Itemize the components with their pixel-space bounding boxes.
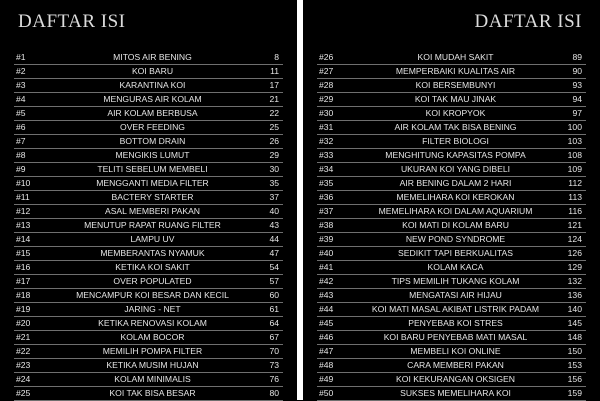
toc-entry [317,275,586,289]
toc-entry-title: KARANTINA KOI [119,80,186,90]
toc-entry [317,51,586,65]
toc-entry-title: KOI BARU PENYEBAB MATI MASAL [383,332,528,342]
toc-entry [317,303,586,317]
page-title: DAFTAR ISI [474,11,582,32]
toc-entry-number: #10 [16,178,31,188]
toc-entry-page: 112 [568,178,582,188]
toc-entry [14,261,283,275]
toc-entry-page: 60 [269,290,279,300]
toc-entry [14,135,283,149]
toc-entry-title: BACTERY STARTER [111,192,194,202]
toc-entry-number: #25 [16,388,31,398]
toc-entry-title: MENGHITUNG KAPASITAS POMPA [385,150,526,160]
toc-entry [14,359,283,373]
toc-entry-page: 64 [269,318,279,328]
toc-entry-page: 140 [567,304,582,314]
toc-entry-title: AIR KOLAM BERBUSA [107,108,198,118]
toc-entry-title: UKURAN KOI YANG DIBELI [400,164,511,174]
toc-entry [14,219,283,233]
toc-entry-page: 116 [568,206,582,216]
toc-entry-page: 108 [567,150,582,160]
toc-entry-title: AIR KOLAM TAK BISA BENING [394,122,517,132]
toc-entry-number: #6 [16,122,26,132]
toc-entry-number: #23 [16,360,31,370]
toc-entry-title: KOLAM KACA [427,262,484,272]
toc-entry [317,373,586,387]
toc-entry-title: MENGURAS AIR KOLAM [103,94,202,104]
toc-entry-page: 124 [567,234,582,244]
toc-entry-title: OVER FEEDING [120,122,185,132]
toc-entry-number: #43 [319,290,334,300]
toc-entry-title: KOLAM BOCOR [120,332,185,342]
toc-entry [14,373,283,387]
toc-entry-page: 90 [572,66,582,76]
toc-entry-title: KETIKA RENOVASI KOLAM [98,318,207,328]
toc-entry-number: #22 [16,346,31,356]
toc-entry-page: 148 [567,332,582,342]
toc-entry-title: KOI MUDAH SAKIT [417,52,494,62]
toc-entry-number: #32 [319,136,334,146]
toc-entry-number: #46 [319,332,334,342]
toc-entry [317,177,586,191]
toc-entry-page: 29 [269,150,279,160]
toc-entry-title: TIPS MEMILIH TUKANG KOLAM [391,276,520,286]
toc-entry-page: 70 [269,346,279,356]
toc-entry [317,65,586,79]
toc-entry [14,51,283,65]
toc-entry-title: KETIKA KOI SAKIT [115,262,190,272]
toc-entry-number: #12 [16,206,31,216]
toc-entry-number: #37 [319,206,334,216]
toc-entry-title: KOI KROPYOK [425,108,486,118]
toc-entry-title: MENUTUP RAPAT RUANG FILTER [84,220,221,230]
toc-entry [317,149,586,163]
toc-entry-number: #41 [319,262,334,272]
toc-entry [14,121,283,135]
toc-entry-number: #18 [16,290,31,300]
toc-entry-number: #28 [319,80,334,90]
toc-entry-page: 17 [269,80,279,90]
toc-entry-title: PENYEBAB KOI STRES [408,318,503,328]
toc-entry-page: 100 [567,122,582,132]
toc-entry [317,289,586,303]
toc-entry [14,65,283,79]
toc-entry-title: JARING - NET [124,304,181,314]
toc-entry-title: SEDIKIT TAPI BERKUALITAS [398,248,513,258]
toc-entry-page: 103 [567,136,582,146]
toc-entry-page: 8 [274,52,279,62]
toc-entry-page: 73 [269,360,279,370]
toc-entry-title: TELITI SEBELUM MEMBELI [97,164,208,174]
toc-entry-number: #17 [16,276,31,286]
toc-entry-page: 40 [269,206,279,216]
toc-entry-page: 35 [269,178,279,188]
toc-entry-page: 153 [567,360,582,370]
toc-entry [14,107,283,121]
toc-entry [14,331,283,345]
toc-entry-number: #7 [16,136,26,146]
toc-entry [317,191,586,205]
toc-entry [14,275,283,289]
toc-entry-number: #34 [319,164,334,174]
toc-entry-number: #9 [16,164,26,174]
toc-entry-page: 136 [567,290,582,300]
toc-entry-number: #44 [319,304,334,314]
toc-entry [317,121,586,135]
toc-entry-page: 126 [567,248,582,258]
toc-entry-page: 97 [572,108,582,118]
toc-entry-title: KOLAM MINIMALIS [114,374,191,384]
toc-entry-title: KOI BERSEMBUNYI [415,80,496,90]
toc-entry-number: #40 [319,248,334,258]
toc-entry-title: CARA MEMBERI PAKAN [407,360,504,370]
toc-entry-page: 11 [270,66,279,76]
toc-entry-title: BOTTOM DRAIN [119,136,186,146]
toc-entry-page: 113 [568,192,582,202]
toc-entry [14,317,283,331]
toc-entry-number: #33 [319,150,334,160]
toc-entry-page: 37 [269,192,279,202]
toc-entry [317,79,586,93]
toc-entry-number: #48 [319,360,334,370]
toc-entry [317,387,586,401]
toc-entry-page: 132 [567,276,582,286]
toc-entry [317,233,586,247]
toc-entry-number: #1 [16,52,26,62]
toc-entry-number: #27 [319,66,334,76]
toc-entry-title: KOI MATI DI KOLAM BARU [402,220,509,230]
toc-entry-page: 57 [269,276,279,286]
toc-entry-number: #29 [319,94,334,104]
toc-entry [317,331,586,345]
toc-entry-number: #31 [319,122,334,132]
toc-entry-number: #49 [319,374,334,384]
toc-entry-title: MEMILIH POMPA FILTER [102,346,203,356]
toc-entry [14,191,283,205]
toc-entry-title: MEMPERBAIKI KUALITAS AIR [395,66,516,76]
toc-entry-title: MEMBERANTAS NYAMUK [100,248,205,258]
toc-entry-number: #36 [319,192,334,202]
toc-entry-title: KOI TAK BISA BESAR [109,388,196,398]
toc-entry-number: #13 [16,220,31,230]
toc-entry-number: #39 [319,234,334,244]
toc-entry-page: 47 [269,248,279,258]
toc-entry-page: 76 [269,374,279,384]
toc-entry-title: KOI KEKURANGAN OKSIGEN [396,374,515,384]
toc-entry-page: 61 [269,304,279,314]
toc-entry-page: 22 [269,108,279,118]
toc-entry-number: #50 [319,388,334,398]
toc-entry [14,79,283,93]
toc-entry-number: #19 [16,304,31,314]
toc-entry [14,177,283,191]
toc-entry-title: AIR BENING DALAM 2 HARI [399,178,512,188]
toc-entry [14,163,283,177]
left-page [0,0,297,400]
toc-entry-number: #11 [16,192,30,202]
toc-entry-page: 25 [269,122,279,132]
toc-entry [317,93,586,107]
toc-entry-page: 89 [572,52,582,62]
toc-entry-page: 67 [269,332,279,342]
toc-entry-title: MENGGANTI MEDIA FILTER [96,178,209,188]
toc-entry-title: LAMPU UV [130,234,175,244]
toc-entry-title: MEMBELI KOI ONLINE [410,346,501,356]
toc-entry [317,345,586,359]
toc-entry-number: #26 [319,52,334,62]
toc-entry-number: #45 [319,318,334,328]
toc-entry-page: 145 [567,318,582,328]
toc-entry [14,247,283,261]
toc-entry [317,359,586,373]
toc-entry-title: MENCAMPUR KOI BESAR DAN KECIL [76,290,229,300]
toc-entry-title: KOI TAK MAU JINAK [414,94,497,104]
toc-entry [14,303,283,317]
toc-entry-title: MEMELIHARA KOI DALAM AQUARIUM [378,206,533,216]
toc-entry-page: 159 [567,388,582,398]
toc-entry-page: 43 [269,220,279,230]
toc-entry [317,261,586,275]
toc-list [317,51,586,401]
toc-entry [14,149,283,163]
toc-entry-number: #3 [16,80,26,90]
toc-entry-page: 80 [269,388,279,398]
toc-entry-page: 26 [269,136,279,146]
toc-entry-page: 129 [567,262,582,272]
toc-entry [14,345,283,359]
toc-entry [14,93,283,107]
right-page [303,0,600,400]
toc-entry-title: KOI MATI MASAL AKIBAT LISTRIK PADAM [371,304,540,314]
toc-entry-title: MENGATASI AIR HIJAU [409,290,502,300]
toc-entry-number: #47 [319,346,334,356]
toc-entry [14,289,283,303]
toc-entry-number: #2 [16,66,26,76]
toc-entry [14,233,283,247]
toc-entry [317,219,586,233]
toc-entry-page: 156 [567,374,582,384]
toc-entry-page: 109 [567,164,582,174]
toc-entry [317,135,586,149]
toc-entry-number: #20 [16,318,31,328]
toc-entry-number: #24 [16,374,31,384]
toc-entry-number: #16 [16,262,31,272]
toc-entry [317,317,586,331]
toc-entry-page: 150 [567,346,582,356]
toc-entry-number: #42 [319,276,334,286]
toc-entry-title: OVER POPULATED [113,276,192,286]
toc-entry-number: #8 [16,150,26,160]
toc-entry-title: SUKSES MEMELIHARA KOI [400,388,511,398]
toc-entry-page: 44 [269,234,279,244]
toc-entry-title: ASAL MEMBERI PAKAN [104,206,201,216]
toc-entry-title: KOI BARU [131,66,174,76]
toc-list [14,51,283,401]
toc-entry [14,387,283,401]
toc-entry-page: 30 [269,164,279,174]
toc-entry-page: 121 [567,220,582,230]
toc-entry-number: #15 [16,248,31,258]
toc-entry-title: NEW POND SYNDROME [405,234,506,244]
toc-entry-number: #14 [16,234,31,244]
page-title: DAFTAR ISI [18,11,126,32]
toc-entry [317,205,586,219]
toc-entry-number: #38 [319,220,334,230]
toc-entry-number: #5 [16,108,26,118]
toc-entry-page: 54 [269,262,279,272]
toc-entry [317,107,586,121]
toc-entry-page: 93 [572,80,582,90]
toc-entry [317,163,586,177]
toc-entry-page: 94 [572,94,582,104]
toc-entry-number: #35 [319,178,334,188]
toc-entry [14,205,283,219]
toc-entry-number: #30 [319,108,334,118]
toc-entry-title: FILTER BIOLOGI [422,136,489,146]
toc-entry-page: 21 [269,94,279,104]
toc-entry [317,247,586,261]
toc-entry-title: MENGIKIS LUMUT [115,150,190,160]
toc-entry-title: MITOS AIR BENING [113,52,192,62]
toc-entry-number: #4 [16,94,26,104]
toc-entry-title: KETIKA MUSIM HUJAN [106,360,199,370]
toc-entry-title: MEMELIHARA KOI KEROKAN [396,192,515,202]
toc-entry-number: #21 [16,332,31,342]
